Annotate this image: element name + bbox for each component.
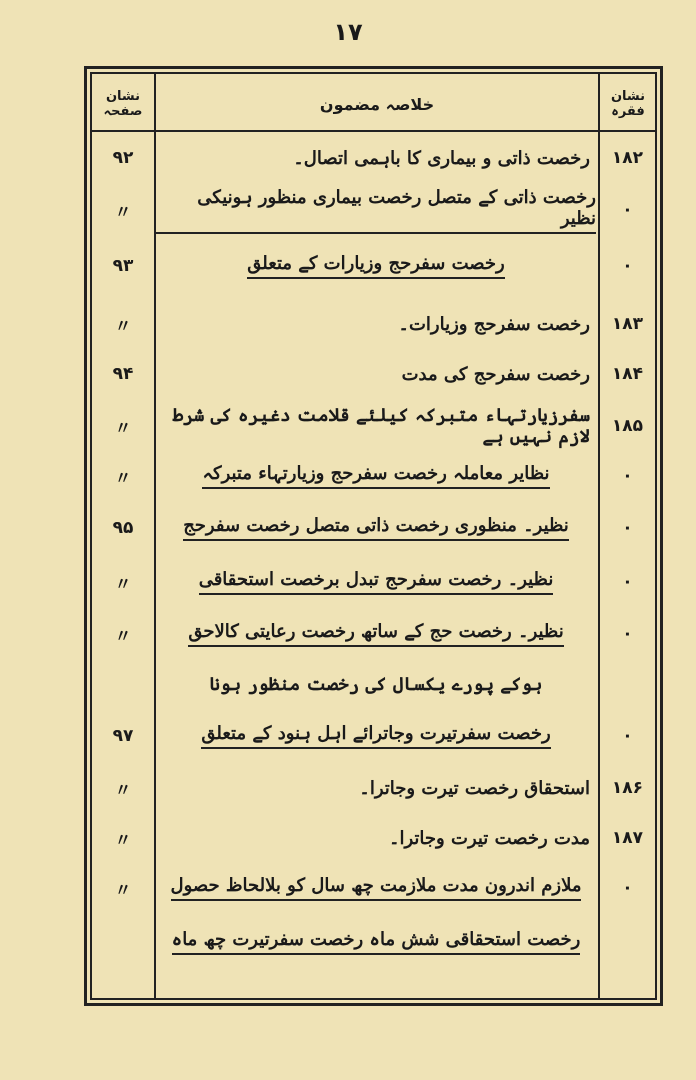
page-number-cell: 〃 [114,780,132,801]
subject-text: ہوکے پورے یکسال کی رخصت منظور ہونا [209,673,543,695]
page-number-cell: ۹۵ [112,518,134,538]
subject-cell [156,762,596,814]
table-row [92,608,655,660]
subject-cell [156,298,596,350]
table-row [92,400,655,452]
subject-text: رخصت استحقاقی شش ماہ رخصت سفرتیرت چھ ماہ [172,929,581,955]
page-number-cell: ۹۴ [112,364,134,384]
subject-text: نظیر۔ منظوری رخصت ذاتی متصل رخصت سفرحج [183,515,569,541]
subject-text: رخصت سفرتیرت وجاترائے اہل ہنود کے متعلق [201,723,550,749]
subject-text: رخصت سفرحج وزیارات۔ [398,313,590,335]
subject-text: نظیر۔ رخصت حج کے ساتھ رخصت رعایتی کالاحق [188,621,563,647]
page-number-cell: ۹۲ [112,148,134,168]
page-number-cell: 〃 [114,202,132,223]
para-number-cell: ۰ [622,518,633,538]
subject-text: سفرزیارتہاء متبرکہ کیلئے قلامت دغیرہ کی شرط لازم نہیں ہے [172,405,590,447]
para-number-cell: ۰ [622,572,633,592]
page-number-cell: 〃 [114,316,132,337]
subject-cell [156,658,596,710]
table-row [92,502,655,554]
page-number-cell: 〃 [114,468,132,489]
subject-text: نظیر۔ رخصت سفرحج تبدل برخصت استحقاقی [199,569,554,595]
subject-cell [156,450,596,502]
subject-cell [156,184,596,236]
para-number-cell: ۱۸۳ [611,314,644,334]
subject-text: نظایر معاملہ رخصت سفرحج وزیارتہاء متبرکہ [202,463,549,489]
para-number-cell: ۱۸۶ [611,778,644,798]
subject-cell [156,556,596,608]
para-number-cell [600,916,655,968]
subject-cell [156,862,596,914]
header-para-number: نشان فقرہ [610,89,646,119]
table-row [92,556,655,608]
subject-text: رخصت ذاتی و بیماری کا باہمی اتصال۔ [293,147,590,169]
para-number-cell: ۰ [622,466,633,486]
para-number-cell: ۰ [622,726,633,746]
table-row [92,132,655,184]
para-number-cell [600,658,655,710]
table-row [92,762,655,814]
subject-cell [156,400,596,452]
page-number-cell: 〃 [114,626,132,647]
subject-cell [156,240,596,292]
page-number-cell [92,658,154,710]
subject-text: ملازم اندرون مدت ملازمت چھ سال کو بلالحاظ حصول [171,875,582,901]
subject-cell [156,812,596,864]
header-subject-summary: خلاصہ مضمون [319,94,435,114]
para-number-cell: ۱۸۲ [611,148,644,168]
subject-cell [156,348,596,400]
header-page-number: نشان صفحہ [103,89,143,119]
page-number-cell: 〃 [114,418,132,439]
table-row [92,916,655,968]
page-number-cell: 〃 [114,574,132,595]
page-number: ۱۷ [333,18,363,46]
page-number-cell: ۹۷ [112,726,134,746]
table-row [92,812,655,864]
para-number-cell: ۰ [622,200,633,220]
subject-cell [156,608,596,660]
page-number-cell: 〃 [114,830,132,851]
table-row [92,450,655,502]
table-row [92,710,655,762]
para-number-cell: ۰ [622,878,633,898]
para-number-cell: ۰ [622,256,633,276]
subject-cell [156,132,596,184]
subject-text: رخصت سفرحج وزیارات کے متعلق [247,253,504,279]
subject-cell [156,710,596,762]
subject-cell [156,502,596,554]
table-row [92,658,655,710]
para-number-cell: ۱۸۵ [611,416,644,436]
table-row [92,348,655,400]
subject-text: استحقاق رخصت تیرت وجاترا۔ [359,777,590,799]
page-number-cell [92,916,154,968]
page-number-cell: ۹۳ [112,256,134,276]
para-number-cell: ۱۸۴ [611,364,644,384]
subject-cell [156,916,596,968]
subject-text: مدت رخصت تیرت وجاترا۔ [388,827,590,849]
table-row [92,184,655,236]
para-number-cell: ۱۸۷ [611,828,644,848]
para-number-cell: ۰ [622,624,633,644]
subject-text: رخصت سفرحج کی مدت [401,363,590,385]
subject-text: رخصت ذاتی کے متصل رخصت بیماری منظور ہونیکی نظیر [156,187,596,234]
page-number-cell: 〃 [114,880,132,901]
table-row [92,862,655,914]
table-row [92,240,655,292]
table-row [92,298,655,350]
